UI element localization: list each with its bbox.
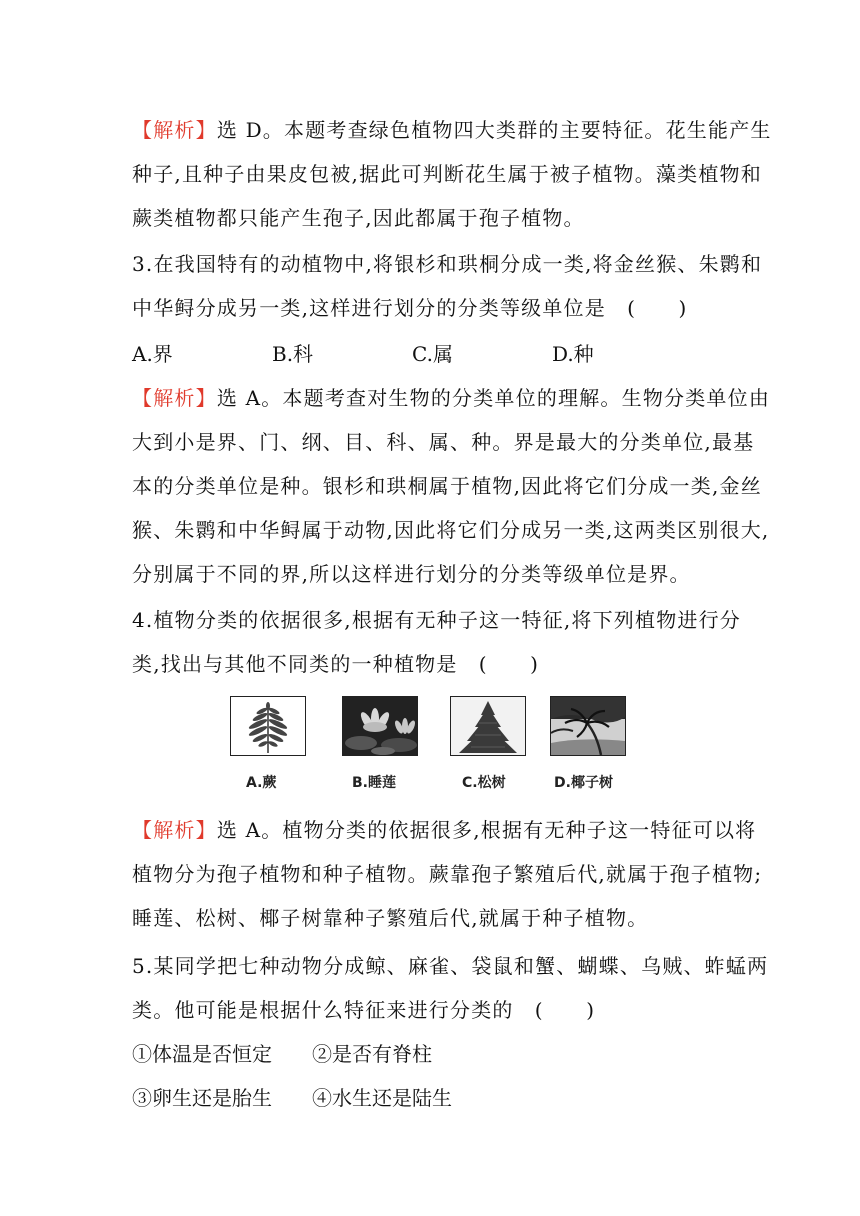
caption-c: C.松树 bbox=[462, 775, 506, 791]
pine-tree-image bbox=[450, 696, 526, 756]
q4-analysis-line-3: 睡莲、松树、椰子树靠种子繁殖后代,就属于种子植物。 bbox=[132, 906, 649, 930]
q4-analysis-line-2: 植物分为孢子植物和种子植物。蕨靠孢子繁殖后代,就属于孢子植物; bbox=[132, 862, 763, 886]
q4-stem-line-2: 类,找出与其他不同类的一种植物是 ( ) bbox=[132, 652, 540, 676]
q5-choice-1: ①体温是否恒定 bbox=[132, 1042, 272, 1066]
q4-stem-line-1: 4.植物分类的依据很多,根据有无种子这一特征,将下列植物进行分 bbox=[132, 608, 741, 632]
q3-analysis-line-4: 猴、朱鹮和中华鲟属于动物,因此将它们分成另一类,这两类区别很大, bbox=[132, 518, 770, 542]
analysis-tag: 【解析】 bbox=[132, 818, 217, 842]
fern-image bbox=[230, 696, 306, 756]
q3-analysis-line-3: 本的分类单位是种。银杉和珙桐属于植物,因此将它们分成一类,金丝 bbox=[132, 474, 762, 498]
q2-analysis-line-1: 【解析】选 D。本题考查绿色植物四大类群的主要特征。花生能产生 bbox=[132, 118, 772, 142]
q5-choice-2: ②是否有脊柱 bbox=[312, 1042, 432, 1066]
q2-analysis-line-3: 蕨类植物都只能产生孢子,因此都属于孢子植物。 bbox=[132, 206, 585, 230]
q3-option-c: C.属 bbox=[412, 342, 453, 366]
q3-option-b: B.科 bbox=[272, 342, 314, 366]
analysis-tag: 【解析】 bbox=[132, 118, 217, 142]
q5-stem-line-1: 5.某同学把七种动物分成鲸、麻雀、袋鼠和蟹、蝴蝶、乌贼、蚱蜢两 bbox=[132, 954, 769, 978]
q5-stem-line-2: 类。他可能是根据什么特征来进行分类的 ( ) bbox=[132, 998, 596, 1022]
q5-choice-4: ④水生还是陆生 bbox=[312, 1086, 452, 1110]
q2-analysis-line-2: 种子,且种子由果皮包被,据此可判断花生属于被子植物。藻类植物和 bbox=[132, 162, 762, 186]
q3-option-d: D.种 bbox=[552, 342, 594, 366]
q3-stem-line-2: 中华鲟分成另一类,这样进行划分的分类等级单位是 ( ) bbox=[132, 296, 688, 320]
q3-analysis-line-2: 大到小是界、门、纲、目、科、属、种。界是最大的分类单位,最基 bbox=[132, 430, 755, 454]
coconut-tree-image bbox=[550, 696, 626, 756]
caption-b: B.睡莲 bbox=[352, 775, 396, 791]
q4-analysis-line-1: 【解析】选 A。植物分类的依据很多,根据有无种子这一特征可以将 bbox=[132, 818, 757, 842]
analysis-tag: 【解析】 bbox=[132, 386, 217, 410]
caption-a: A.蕨 bbox=[246, 775, 277, 791]
q3-stem-line-1: 3.在我国特有的动植物中,将银杉和珙桐分成一类,将金丝猴、朱鹮和 bbox=[132, 252, 763, 276]
water-lily-image bbox=[342, 696, 418, 756]
q5-choice-3: ③卵生还是胎生 bbox=[132, 1086, 272, 1110]
q3-analysis-line-5: 分别属于不同的界,所以这样进行划分的分类等级单位是界。 bbox=[132, 562, 691, 586]
q3-option-a: A.界 bbox=[132, 342, 173, 366]
q3-analysis-line-1: 【解析】选 A。本题考查对生物的分类单位的理解。生物分类单位由 bbox=[132, 386, 771, 410]
caption-d: D.椰子树 bbox=[554, 775, 613, 791]
plant-figure bbox=[228, 694, 638, 798]
